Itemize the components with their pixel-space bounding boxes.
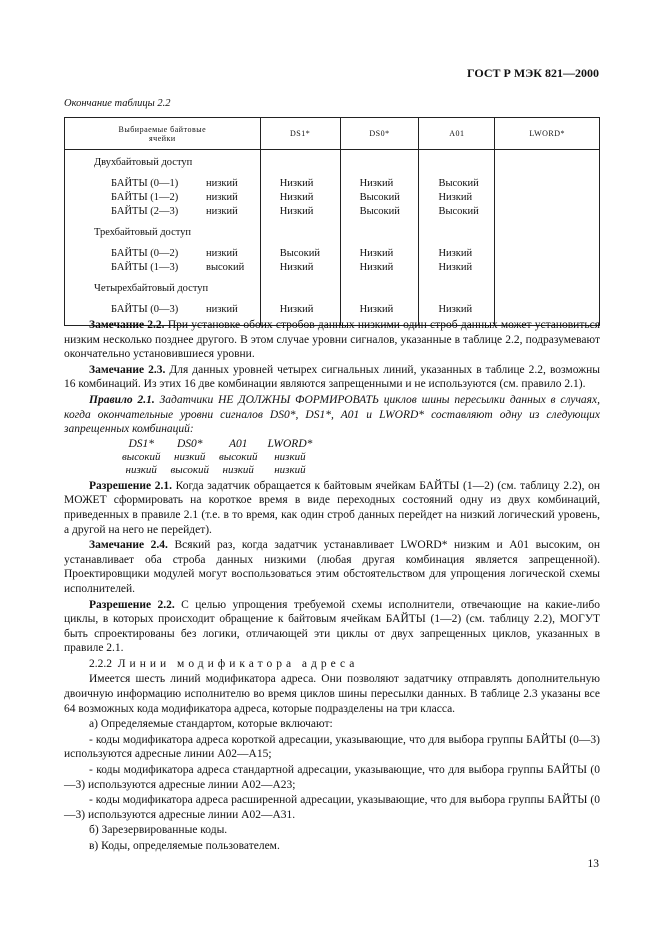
group-title: Трехбайтовый доступ — [94, 227, 192, 238]
table-body-row — [65, 150, 600, 326]
dash-item: - коды модификатора адреса расширенной адресации, указывающие, что для выбора группы БАЙТЫ (0—3) используются адресные линии A02—A31. — [64, 794, 600, 821]
col-header-ds0: DS0* — [340, 118, 419, 150]
group-title: Двухбайтовый доступ — [94, 157, 193, 168]
section-heading: 2.2.2 Линии модификатора адреса — [89, 657, 359, 670]
table-row: низкий высокий низкий низкий — [125, 463, 306, 476]
table-header-row — [65, 118, 600, 150]
table-row: БАЙТЫ (0—1) низкий — [111, 178, 238, 189]
forbidden-combinations-table — [122, 438, 322, 477]
page-number: 13 — [587, 858, 599, 870]
permission-2-2: Разрешение 2.2. С целью упрощения требуемой схемы исполнители, отвечающие на какие-либо циклы, в которых происходит обращение к байтовым ячейкам БАЙТЫ (1—2) (см. таблицу 2.2), МОГУТ быть спроектированы без логики, отличающей эти циклы от двух запрещенных циклов, указанных в правиле 2.1. — [64, 598, 600, 655]
list-item-b: б) Зарезервированные коды. — [89, 824, 228, 837]
list-item-c: в) Коды, определяемые пользователем. — [89, 840, 280, 852]
table-row: БАЙТЫ (0—2) низкий — [111, 248, 238, 259]
note-2-2: Замечание 2.2. При установке обоих стробов данных низкими один строб данных может установиться низким несколько позднее другого. В этом случае уровни сигналов, указанные в таблице 2.2, подразумевают окончательно установившиеся уровни. — [64, 319, 600, 361]
permission-2-1: Разрешение 2.1. Когда задатчик обращается к байтовым ячейкам БАЙТЫ (1—2) (см. таблицу 2.2), он МОЖЕТ сформировать на короткое время в виде переходных состояний одну из двух комбинаций, приведенных в правиле 2.1 (т.е. в то время, как один строб данных перейдет на низкий логический уровень, а другой на него не перейдет). — [64, 479, 600, 536]
dash-item: - коды модификатора адреса короткой адресации, указывающие, что для выбора группы БАЙТЫ (0—3) используются адресные линии A02—A15; — [64, 733, 600, 761]
a01-column: Высокий Низкий Высокий Низкий Низкий Низкий — [419, 150, 495, 326]
paragraph: Имеется шесть линий модификатора адреса. Они позволяют задатчику отправлять дополнительную двоичную информацию исполнителю во время циклов шины пересылки данных. В таблице 2.3 указаны все 64 возможных кода модификатора адреса, которые подразделены на три класса. — [64, 673, 600, 715]
byte-cells-table — [64, 117, 600, 326]
table-row: БАЙТЫ (2—3) низкий — [111, 206, 238, 217]
col-header-ds1: DS1* — [260, 118, 340, 150]
rule-2-1: Правило 2.1. Задатчики НЕ ДОЛЖНЫ ФОРМИРОВАТЬ циклов шины пересылки данных в случаях, когда окончательные уровни сигналов DS0*, DS1*, A01 и LWORD* составляют одну из следующих запрещенных комбинаций: — [64, 393, 601, 436]
note-2-3: Замечание 2.3. Для данных уровней четырех сигнальных линий, указанных в таблице 2.2, возможны 16 комбинаций. Из этих 16 две комбинации являются запрещенными и не используются (см. правило 2.1). — [64, 363, 600, 391]
col-header-cells: Выбираемые байтовые ячейки — [65, 118, 261, 150]
table-row: БАЙТЫ (1—2) низкий — [111, 192, 238, 203]
col-header-lword: LWORD* — [495, 118, 600, 150]
table-row: DS1* DS0* A01 LWORD* — [128, 437, 313, 450]
table-caption: Окончание таблицы 2.2 — [64, 98, 171, 109]
col-header-a01: A01 — [419, 118, 495, 150]
table-row: БАЙТЫ (0—3) низкий — [111, 304, 238, 315]
document-header: ГОСТ Р МЭК 821—2000 — [467, 66, 599, 80]
group-title: Четырехбайтовый доступ — [94, 283, 209, 294]
lword-column — [495, 150, 600, 326]
table-row: высокий низкий высокий низкий — [122, 450, 306, 463]
dash-item: - коды модификатора адреса стандартной адресации, указывающие, что для выбора группы БАЙТЫ (0—3) используются адресные линии A02—A23; — [64, 764, 600, 791]
ds0-column: Низкий Высокий Высокий Низкий Низкий Низкий — [340, 150, 419, 326]
ds1-column: Низкий Низкий Низкий Высокий Низкий Низкий — [260, 150, 340, 326]
table-row: БАЙТЫ (1—3) высокий — [111, 262, 245, 273]
note-2-4: Замечание 2.4. Всякий раз, когда задатчик устанавливает LWORD* низким и A01 высоким, он устанавливает оба строба данных низкими (любая другая комбинация является запрещенной). Проектировщики модулей могут воспользоваться этим обстоятельством для упрощения логической схемы исполнителей. — [64, 539, 601, 595]
cells-column — [65, 150, 261, 326]
body-text — [64, 318, 600, 855]
list-item-a: а) Определяемые стандартом, которые включают: — [89, 718, 333, 731]
